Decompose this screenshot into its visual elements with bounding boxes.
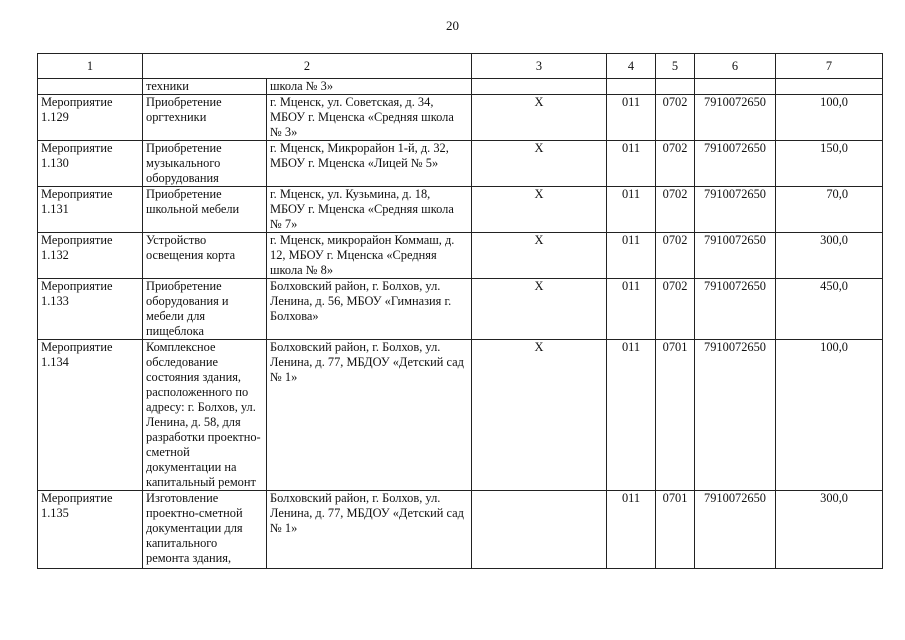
cell-measure: Мероприятие 1.135 bbox=[38, 491, 143, 569]
cell-measure: Мероприятие 1.130 bbox=[38, 141, 143, 187]
cell-code-5: 0701 bbox=[656, 340, 695, 491]
cell-code-5: 0702 bbox=[656, 233, 695, 279]
budget-table bbox=[37, 53, 883, 569]
cell-description: Приобретение музыкального оборудования bbox=[143, 141, 267, 187]
cell-code-4: 011 bbox=[607, 141, 656, 187]
cell-address: Болховский район, г. Болхов, ул. Ленина, д. 56, МБОУ «Гимназия г. Болхова» bbox=[267, 279, 472, 340]
cell-code-5: 0702 bbox=[656, 279, 695, 340]
cell-code-4: 011 bbox=[607, 279, 656, 340]
cell-code-4: 011 bbox=[607, 95, 656, 141]
cell-address: г. Мценск, ул. Кузьмина, д. 18, МБОУ г. Мценска «Средняя школа № 7» bbox=[267, 187, 472, 233]
header-col-7: 7 bbox=[776, 54, 883, 79]
cell-description: техники bbox=[143, 79, 267, 95]
cell-mark bbox=[472, 79, 607, 95]
table-row bbox=[38, 141, 883, 187]
cell-measure: Мероприятие 1.129 bbox=[38, 95, 143, 141]
cell-address: Болховский район, г. Болхов, ул. Ленина, д. 77, МБДОУ «Детский сад № 1» bbox=[267, 491, 472, 569]
cell-amount bbox=[776, 79, 883, 95]
header-col-6: 6 bbox=[695, 54, 776, 79]
cell-code-6: 7910072650 bbox=[695, 340, 776, 491]
page-number: 20 bbox=[446, 18, 459, 33]
cell-code-5: 0702 bbox=[656, 141, 695, 187]
cell-amount: 300,0 bbox=[776, 233, 883, 279]
table-row bbox=[38, 340, 883, 491]
cell-code-6: 7910072650 bbox=[695, 187, 776, 233]
cell-mark: X bbox=[472, 340, 607, 491]
cell-code-6: 7910072650 bbox=[695, 141, 776, 187]
cell-amount: 70,0 bbox=[776, 187, 883, 233]
cell-code-6: 7910072650 bbox=[695, 491, 776, 569]
cell-description: Приобретение оборудования и мебели для пищеблока bbox=[143, 279, 267, 340]
cell-description: Приобретение оргтехники bbox=[143, 95, 267, 141]
cell-measure: Мероприятие 1.132 bbox=[38, 233, 143, 279]
cell-amount: 300,0 bbox=[776, 491, 883, 569]
cell-amount: 100,0 bbox=[776, 95, 883, 141]
cell-code-6: 7910072650 bbox=[695, 95, 776, 141]
cell-mark: X bbox=[472, 279, 607, 340]
table-row bbox=[38, 187, 883, 233]
cell-description: Комплексное обследование состояния здания, расположенного по адресу: г. Болхов, ул. Ленина, д. 58, для разработки проектно-сметной документации на капитальный ремонт bbox=[143, 340, 267, 491]
cell-code-4: 011 bbox=[607, 187, 656, 233]
header-col-4: 4 bbox=[607, 54, 656, 79]
cell-code-5 bbox=[656, 79, 695, 95]
cell-amount: 450,0 bbox=[776, 279, 883, 340]
cell-measure: Мероприятие 1.133 bbox=[38, 279, 143, 340]
cell-measure: Мероприятие 1.134 bbox=[38, 340, 143, 491]
cell-mark: X bbox=[472, 187, 607, 233]
cell-description: Приобретение школьной мебели bbox=[143, 187, 267, 233]
cell-measure bbox=[38, 79, 143, 95]
cell-code-6: 7910072650 bbox=[695, 233, 776, 279]
cell-mark: X bbox=[472, 233, 607, 279]
cell-code-4: 011 bbox=[607, 340, 656, 491]
table-row bbox=[38, 95, 883, 141]
cell-description: Изготовление проектно-сметной документации для капитального ремонта здания, bbox=[143, 491, 267, 569]
header-col-2: 2 bbox=[143, 54, 472, 79]
cell-address: г. Мценск, ул. Советская, д. 34, МБОУ г. Мценска «Средняя школа № 3» bbox=[267, 95, 472, 141]
cell-amount: 100,0 bbox=[776, 340, 883, 491]
cell-address: Болховский район, г. Болхов, ул. Ленина, д. 77, МБДОУ «Детский сад № 1» bbox=[267, 340, 472, 491]
cell-code-4: 011 bbox=[607, 491, 656, 569]
cell-code-5: 0701 bbox=[656, 491, 695, 569]
cell-code-5: 0702 bbox=[656, 95, 695, 141]
table-row bbox=[38, 491, 883, 569]
cell-address: г. Мценск, Микрорайон 1-й, д. 32, МБОУ г. Мценска «Лицей № 5» bbox=[267, 141, 472, 187]
cell-code-4: 011 bbox=[607, 233, 656, 279]
header-col-1: 1 bbox=[38, 54, 143, 79]
cell-mark: X bbox=[472, 95, 607, 141]
header-row bbox=[38, 54, 883, 79]
header-col-5: 5 bbox=[656, 54, 695, 79]
cell-code-5: 0702 bbox=[656, 187, 695, 233]
cell-mark: X bbox=[472, 141, 607, 187]
continuation-row bbox=[38, 79, 883, 95]
cell-code-6: 7910072650 bbox=[695, 279, 776, 340]
cell-description: Устройство освещения корта bbox=[143, 233, 267, 279]
cell-address: школа № 3» bbox=[267, 79, 472, 95]
header-col-3: 3 bbox=[472, 54, 607, 79]
cell-measure: Мероприятие 1.131 bbox=[38, 187, 143, 233]
cell-mark bbox=[472, 491, 607, 569]
cell-code-4 bbox=[607, 79, 656, 95]
table-row bbox=[38, 233, 883, 279]
cell-code-6 bbox=[695, 79, 776, 95]
table-row bbox=[38, 279, 883, 340]
cell-amount: 150,0 bbox=[776, 141, 883, 187]
cell-address: г. Мценск, микрорайон Коммаш, д. 12, МБОУ г. Мценска «Средняя школа № 8» bbox=[267, 233, 472, 279]
